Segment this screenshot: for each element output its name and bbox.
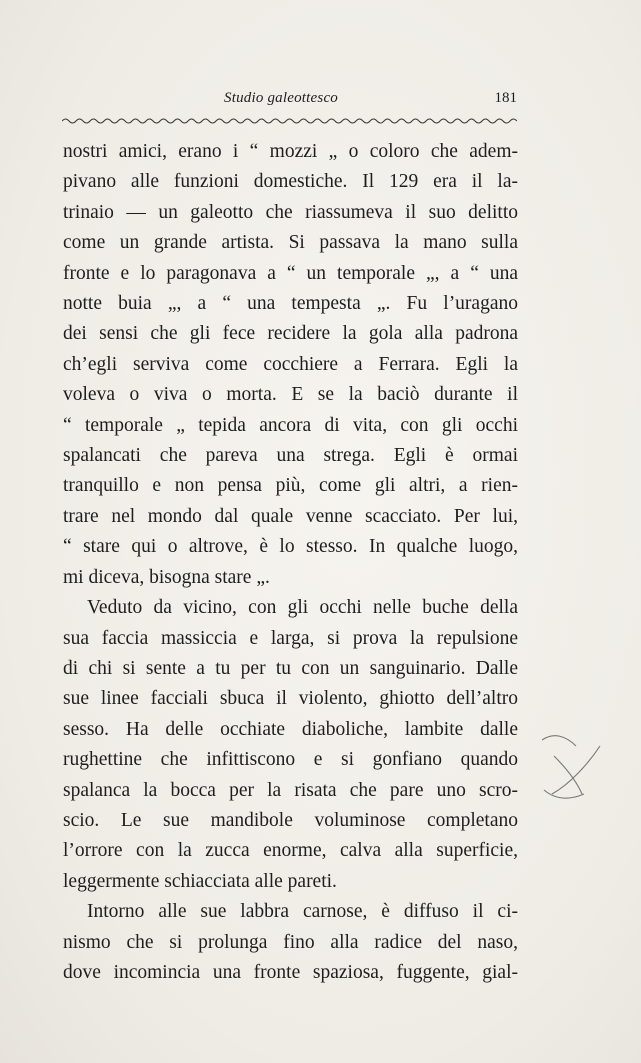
text-line: pivano alle funzioni domestiche. Il 129 era il la-	[63, 171, 518, 193]
text-line: ch’egli serviva come cocchiere a Ferrara. Egli la	[63, 353, 518, 375]
text-line: dove incomincia una fronte spaziosa, fuggente, gial-	[63, 961, 518, 983]
text-line: Intorno alle sue labbra carnose, è diffuso il ci-	[87, 901, 518, 923]
text-line: leggermente schiacciata alle pareti.	[63, 870, 337, 892]
text-line: spalancati che pareva una strega. Egli è ormai	[63, 445, 518, 467]
text-line: trinaio — un galeotto che riassumeva il suo delitto	[63, 201, 518, 223]
text-line: fronte e lo paragonava a “ un temporale „, a “ una	[63, 262, 518, 284]
text-line: sesso. Ha delle occhiate diaboliche, lambite dalle	[63, 718, 518, 740]
text-line: rughettine che infittiscono e si gonfiano quando	[63, 749, 518, 771]
pencil-margin-mark-icon	[540, 728, 610, 808]
text-line: come un grande artista. Si passava la mano sulla	[63, 232, 518, 254]
text-line: l’orrore con la zucca enorme, calva alla superficie,	[63, 840, 518, 862]
running-title: Studio galeottesco	[224, 90, 338, 106]
text-line: notte buia „, a “ una tempesta „. Fu l’uragano	[63, 293, 518, 315]
text-line: scio. Le sue mandibole voluminose completano	[63, 809, 518, 831]
text-line: mi diceva, bisogna stare „.	[63, 566, 270, 588]
text-line: sua faccia massiccia e larga, si prova la repulsione	[63, 627, 518, 649]
text-line: Veduto da vicino, con gli occhi nelle buche della	[87, 597, 518, 619]
text-line: tranquillo e non pensa più, come gli altri, a rien-	[63, 475, 518, 497]
text-line: “ temporale „ tepida ancora di vita, con gli occhi	[63, 414, 518, 436]
text-line: trare nel mondo dal quale venne scacciato. Per lui,	[63, 505, 518, 527]
text-line: sue linee facciali sbuca il violento, ghiotto dell’altro	[63, 688, 518, 710]
text-line: dei sensi che gli fece recidere la gola alla padrona	[63, 323, 518, 345]
text-line: di chi si sente a tu per tu con un sanguinario. Dalle	[63, 657, 518, 679]
text-line: voleva o viva o morta. E se la baciò durante il	[63, 384, 518, 406]
text-line: nostri amici, erano i “ mozzi „ o coloro che adem-	[63, 141, 518, 162]
text-line: “ stare qui o altrove, è lo stesso. In qualche luogo,	[63, 536, 518, 558]
page-number: 181	[494, 90, 517, 106]
text-line: spalanca la bocca per la risata che pare uno scro-	[63, 779, 518, 801]
wavy-rule-ornament	[62, 117, 517, 125]
body-text	[63, 137, 518, 988]
page-header	[62, 90, 517, 114]
text-line: nismo che si prolunga fino alla radice del naso,	[63, 931, 518, 953]
